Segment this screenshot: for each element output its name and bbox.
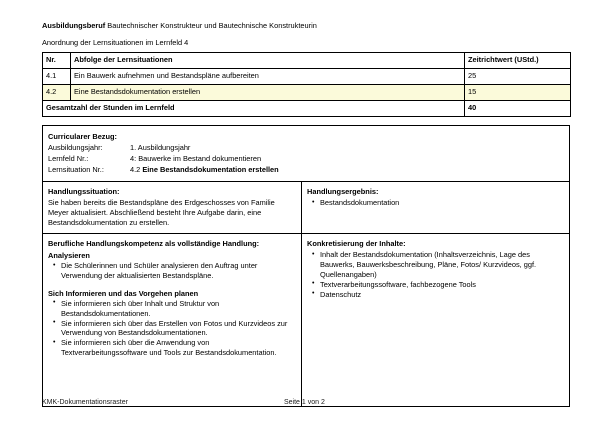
contents-title: Konkretisierung der Inhalte: (307, 239, 406, 249)
contents-body (307, 250, 563, 400)
page-footer (42, 398, 570, 408)
competency-title: Berufliche Handlungskompetenz als vollständige Handlung: (48, 239, 260, 249)
column-header-hours: Zeitrichtwert (UStd.) (465, 53, 571, 69)
situation-cell (43, 182, 302, 233)
row-hours: 25 (465, 69, 571, 85)
curricular-label: Lernfeld Nr.: (48, 154, 89, 163)
curricular-label: Ausbildungsjahr: (48, 143, 103, 152)
total-value: 40 (465, 101, 571, 117)
competency-list-analysieren (48, 261, 295, 281)
curricular-row-lernsituation (48, 164, 564, 175)
curricular-reference-section (43, 126, 569, 182)
contents-list (307, 250, 563, 299)
curricular-row-year (48, 142, 564, 153)
result-list (307, 198, 563, 208)
column-header-title: Abfolge der Lernsituationen (71, 53, 465, 69)
footer-left-text: KMK-Dokumentationsraster (42, 399, 128, 406)
row-nr: 4.1 (43, 69, 71, 85)
footer-page-number: Seite 1 von 2 (284, 399, 325, 406)
document-subheading: Anordnung der Lernsituationen im Lernfeld 4 (42, 38, 189, 47)
competency-body (48, 250, 295, 400)
table-row-highlighted (43, 85, 571, 101)
row-hours: 15 (465, 85, 571, 101)
list-item: • Sie informieren sich über die Anwendung von Textverarbeitungssoftware und Tools zur Bestandsdokumentation. (61, 338, 295, 358)
result-cell (302, 182, 569, 233)
situation-text: Sie haben bereits die Bestandspläne des Erdgeschosses von Familie Meyer aktualisiert. Abschließend besteht Ihre Aufgabe darin, eine Bestandsdokumentation zu erstellen. (48, 198, 275, 227)
list-item: • Datenschutz (320, 290, 563, 300)
list-item: • Die Schülerinnen und Schüler analysieren den Auftrag unter Verwendung der aktualisierten Bestandspläne. (61, 261, 295, 281)
competency-list-informieren (48, 299, 295, 358)
competency-contents-row (43, 234, 569, 407)
competency-cell (43, 234, 302, 406)
table-row (43, 69, 571, 85)
heading-label: Ausbildungsberuf (42, 21, 106, 30)
column-header-nr: Nr. (43, 53, 71, 69)
heading-profession: Bautechnischer Konstrukteur und Bautechnische Konstrukteurin (107, 21, 317, 30)
total-label: Gesamtzahl der Stunden im Lernfeld (43, 101, 465, 117)
table-total-row (43, 101, 571, 117)
situation-title: Handlungssituation: (48, 187, 120, 196)
curricular-title: Curricularer Bezug: (48, 132, 117, 141)
list-item: • Sie informieren sich über das Erstellen von Fotos und Kurzvideos zur Verwendung von Bestandsdokumentationen. (61, 319, 295, 339)
list-item: • Sie informieren sich über Inhalt und Struktur von Bestandsdokumentationen. (61, 299, 295, 319)
document-heading (42, 20, 570, 31)
curricular-value-number: 4.2 (130, 165, 143, 174)
curricular-label: Lernsituation Nr.: (48, 165, 104, 174)
situation-result-row (43, 182, 569, 234)
curricular-value (130, 164, 564, 175)
list-item: • Textverarbeitungssoftware, fachbezogene Tools (320, 280, 563, 290)
competency-group-heading-informieren: Sich Informieren und das Vorgehen planen (48, 288, 199, 298)
table-header-row (43, 53, 571, 69)
result-title: Handlungsergebnis: (307, 187, 379, 196)
learning-situations-table (42, 52, 571, 117)
competency-group-heading-analysieren: Analysieren (48, 251, 90, 261)
row-title: Ein Bauwerk aufnehmen und Bestandspläne aufbereiten (71, 69, 465, 85)
list-item: • Bestandsdokumentation (320, 198, 563, 208)
row-nr: 4.2 (43, 85, 71, 101)
list-item: • Inhalt der Bestandsdokumentation (Inhaltsverzeichnis, Lage des Bauwerks, Bauwerksbeschreibung, Pläne, Fotos/ Kurzvideos, ggf. Quellenangaben) (320, 250, 563, 279)
documentation-block (42, 125, 570, 407)
curricular-value: 1. Ausbildungsjahr (130, 143, 191, 152)
curricular-value: 4: Bauwerke im Bestand dokumentieren (130, 154, 262, 163)
curricular-value-title: Eine Bestandsdokumentation erstellen (142, 165, 279, 174)
contents-cell (302, 234, 569, 406)
curricular-row-lernfeld (48, 153, 564, 164)
row-title: Eine Bestandsdokumentation erstellen (71, 85, 465, 101)
